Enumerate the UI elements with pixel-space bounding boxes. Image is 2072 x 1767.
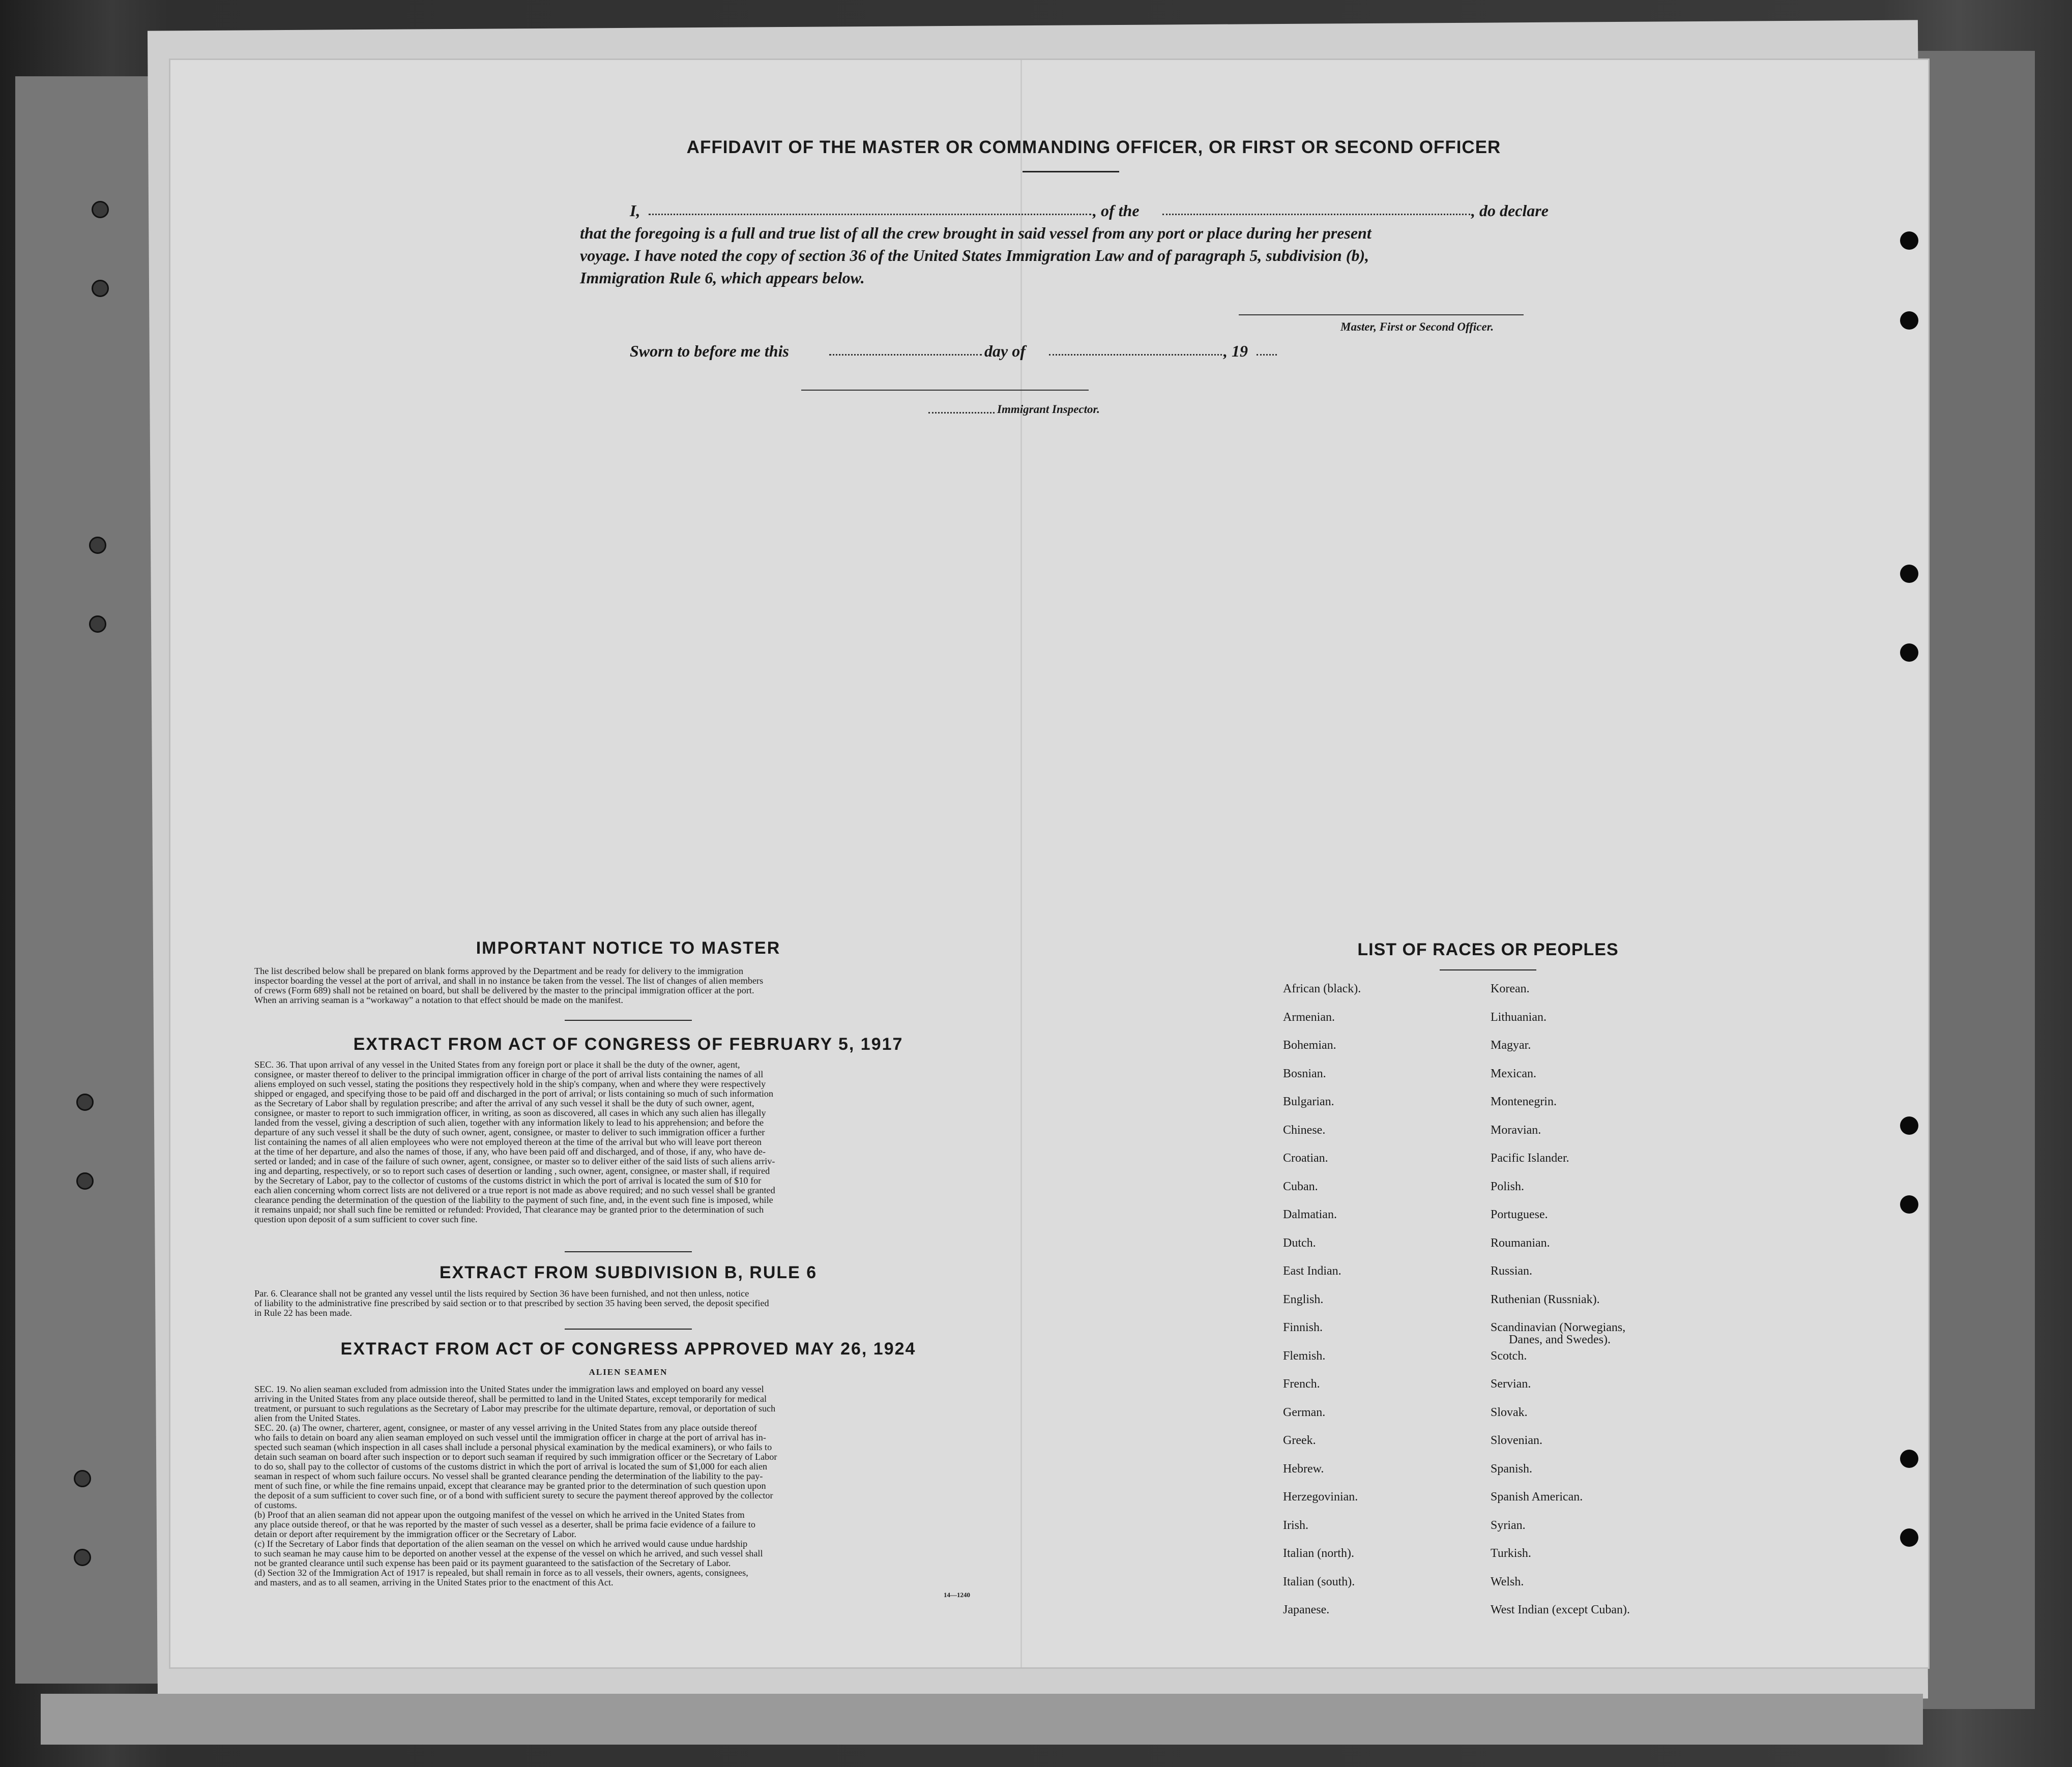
race-label: African (black). xyxy=(1283,982,1361,995)
race-item xyxy=(1491,1209,1630,1237)
text-line: at the time of her departure, and also the names of those, if any, who have been paid off and discharged, and of those, if any, who have de- xyxy=(254,1146,766,1157)
race-item xyxy=(1491,1491,1630,1519)
declarant-name-field[interactable] xyxy=(649,214,1091,215)
race-item xyxy=(1283,1491,1361,1519)
race-item xyxy=(1283,1293,1361,1322)
race-item xyxy=(1491,1124,1630,1153)
text-line: ment of such fine, or while the fine remains unpaid, except that clearance may be granted prior to the determination of such question upon xyxy=(254,1481,766,1491)
races-title: LIST OF RACES OR PEOPLES xyxy=(1357,940,1619,959)
race-item xyxy=(1491,1152,1630,1181)
inspector-caption: Immigrant Inspector. xyxy=(997,403,1100,416)
text-line: (b) Proof that an alien seaman did not appear upon the outgoing manifest of the vessel on which he arrived in the United States from xyxy=(254,1510,745,1520)
race-label: Slovak. xyxy=(1491,1405,1528,1419)
text-line: of crews (Form 689) shall not be retained on board, but shall be delivered by the master to the principal immigration officer at the port. xyxy=(254,985,754,995)
act-1917-title: EXTRACT FROM ACT OF CONGRESS OF FEBRUARY 5, 1917 xyxy=(353,1035,903,1054)
race-item xyxy=(1491,1096,1630,1124)
act-1924-subtitle: ALIEN SEAMEN xyxy=(589,1367,668,1377)
race-label: Herzegovinian. xyxy=(1283,1490,1358,1504)
punch-hole-icon xyxy=(74,1470,91,1487)
race-label: Pacific Islander. xyxy=(1491,1152,1569,1165)
master-signature-field[interactable] xyxy=(1239,314,1524,315)
race-item xyxy=(1491,1265,1630,1293)
text-line: inspector boarding the vessel at the port of arrival, and shall in no instance be taken from the vessel. The list of changes of alien members xyxy=(254,976,764,986)
text-line: consignee, or master to report to such immigration officer, in writing, as soon as discovered, all cases in which any such alien has illegally xyxy=(254,1108,766,1118)
text-line: who fails to detain on board any alien seaman employed on such vessel until the immigration officer in charge at the port of arrival has in- xyxy=(254,1432,766,1442)
race-item xyxy=(1283,1321,1361,1350)
race-label: Cuban. xyxy=(1283,1180,1318,1193)
race-label: Lithuanian. xyxy=(1491,1010,1546,1024)
race-label: Bohemian. xyxy=(1283,1039,1336,1052)
race-label: Korean. xyxy=(1491,982,1530,995)
text-line: consignee, or master thereof to deliver to the principal immigration officer in charge of the port of arrival lists containing the names of all xyxy=(254,1069,764,1079)
text-line: question upon deposit of a sum sufficient to cover such fine. xyxy=(254,1214,478,1224)
text-line: ing and departing, respectively, or so to report such cases of desertion or landing , such owner, agent, consignee, or master shall, if required xyxy=(254,1166,770,1176)
text-line: Par. 6. Clearance shall not be granted any vessel until the lists required by Section 36 have been furnished, and not then unless, notice xyxy=(254,1288,749,1299)
race-label: English. xyxy=(1283,1292,1324,1306)
punch-hole-icon xyxy=(92,280,109,297)
race-label: Moravian. xyxy=(1491,1123,1541,1137)
race-label: Scandinavian (Norwegians, xyxy=(1491,1321,1626,1334)
race-item xyxy=(1491,1039,1630,1068)
act-1924-title: EXTRACT FROM ACT OF CONGRESS APPROVED MAY 26, 1924 xyxy=(340,1339,916,1359)
race-label: Ruthenian (Russniak). xyxy=(1491,1292,1600,1306)
punch-hole-icon xyxy=(1900,311,1918,330)
act-1924-body xyxy=(254,1385,1010,1587)
sworn-day-field[interactable] xyxy=(829,354,982,356)
text-line: departure of any such vessel it shall be the duty of such owner, agent, consignee, or master to deliver to such immigration officer a further xyxy=(254,1127,765,1137)
race-item xyxy=(1491,1350,1630,1378)
punch-hole-icon xyxy=(76,1172,94,1190)
text-line: SEC. 36. That upon arrival of any vessel in the United States from any foreign port or place it shall be the duty of the owner, agent, xyxy=(254,1059,740,1070)
race-label: Roumanian. xyxy=(1491,1236,1550,1250)
text-line: The list described below shall be prepared on blank forms approved by the Department and be ready for delivery to the immigration xyxy=(254,966,744,976)
race-item xyxy=(1283,1152,1361,1181)
race-item xyxy=(1491,1519,1630,1548)
race-label: Croatian. xyxy=(1283,1152,1328,1165)
race-label: German. xyxy=(1283,1405,1326,1419)
race-label: Portuguese. xyxy=(1491,1208,1548,1221)
section-rule xyxy=(565,1020,692,1021)
text-line: aliens employed on such vessel, stating the positions they respectively hold in the ship's company, when and where they were respectively xyxy=(254,1079,766,1089)
race-item xyxy=(1283,1547,1361,1576)
text-line: each alien concerning whom correct lists are not delivered or a true report is not made as above required; and no such vessel shall be granted xyxy=(254,1185,775,1195)
race-item xyxy=(1283,1011,1361,1040)
notice-body xyxy=(254,966,1010,1005)
day-of-label: day of xyxy=(984,342,1026,360)
race-item xyxy=(1491,1547,1630,1576)
race-item xyxy=(1491,1237,1630,1265)
race-label: Irish. xyxy=(1283,1518,1308,1532)
punch-hole-icon xyxy=(1900,1450,1918,1468)
section-rule xyxy=(565,1329,692,1330)
race-label: Servian. xyxy=(1491,1377,1531,1391)
race-label: Spanish. xyxy=(1491,1462,1533,1476)
race-label: West Indian (except Cuban). xyxy=(1491,1603,1630,1616)
rule-6-body xyxy=(254,1289,1010,1318)
race-item xyxy=(1283,1039,1361,1068)
text-line: detain or deport after requirement by the immigration officer or the Secretary of Labor. xyxy=(254,1529,576,1539)
text-line: not be granted clearance until such expense has been paid or its payment guaranteed to the satisfaction of the Secretary of Labor. xyxy=(254,1558,731,1568)
punch-hole-icon xyxy=(92,201,109,218)
rule-6-title: EXTRACT FROM SUBDIVISION B, RULE 6 xyxy=(439,1263,818,1282)
race-label: Syrian. xyxy=(1491,1518,1526,1532)
inspector-dotted-lead xyxy=(928,412,995,414)
race-item xyxy=(1283,1096,1361,1124)
sworn-label: Sworn to before me this xyxy=(630,342,789,360)
center-fold xyxy=(1020,60,1022,1667)
text-line: SEC. 20. (a) The owner, charterer, agent, consignee, or master of any vessel arriving in the United States from any place outside thereof xyxy=(254,1423,757,1433)
year-label: , 19 xyxy=(1223,342,1248,360)
punch-hole-icon xyxy=(76,1094,94,1111)
sworn-month-field[interactable] xyxy=(1049,354,1222,356)
race-item xyxy=(1283,1068,1361,1096)
race-item xyxy=(1491,1604,1630,1632)
race-label: Montenegrin. xyxy=(1491,1095,1557,1108)
punch-hole-icon xyxy=(1900,1195,1918,1214)
races-title-rule xyxy=(1440,969,1536,970)
text-line: list containing the names of all alien employees who were not employed thereon at the time of the arrival but who will leave port thereon xyxy=(254,1137,762,1147)
text-line: landed from the vessel, giving a description of such alien, together with any information likely to lead to his apprehension; and before the xyxy=(254,1117,764,1128)
text-line: (c) If the Secretary of Labor finds that deportation of the alien seaman on the vessel on which he arrived would cause undue hardship xyxy=(254,1539,748,1549)
master-signature-caption: Master, First or Second Officer. xyxy=(1340,320,1494,333)
affidavit-body-line: that the foregoing is a full and true list of all the crew brought in said vessel from any port or place during her present xyxy=(580,224,1371,242)
text-line: to do so, shall pay to the collector of customs of the customs district in which the port of arrival is located the sum of $1,000 for each alien xyxy=(254,1461,768,1471)
text-line: When an arriving seaman is a “workaway” a notation to that effect should be made on the manifest. xyxy=(254,995,623,1005)
race-label: Dutch. xyxy=(1283,1236,1316,1250)
race-item xyxy=(1491,1321,1630,1350)
right-binding-edge xyxy=(1913,51,2035,1709)
text-line: by the Secretary of Labor, pay to the collector of customs of the customs district in which the port of arrival is located the sum of $10 for xyxy=(254,1175,762,1186)
text-line: alien from the United States. xyxy=(254,1413,361,1423)
text-line: of customs. xyxy=(254,1500,297,1510)
race-item xyxy=(1491,1406,1630,1435)
text-line: to such seaman he may cause him to be deported on another vessel at the expense of the vessel on which he arrived, and such vessel shall xyxy=(254,1548,763,1558)
race-item xyxy=(1491,1576,1630,1604)
race-label: Finnish. xyxy=(1283,1321,1323,1334)
sworn-year-field[interactable] xyxy=(1257,354,1277,356)
affidavit-title: AFFIDAVIT OF THE MASTER OR COMMANDING OFFICER, OR FIRST OR SECOND OFFICER xyxy=(686,137,1501,157)
race-item xyxy=(1491,1011,1630,1040)
inspector-signature-field[interactable] xyxy=(801,390,1089,391)
race-label: Dalmatian. xyxy=(1283,1208,1337,1221)
race-label: Mexican. xyxy=(1491,1067,1536,1080)
punch-hole-icon xyxy=(1900,565,1918,583)
text-line: it remains unpaid; nor shall such fine be remitted or refunded: Provided, That clearance may be granted prior to the determination of such xyxy=(254,1204,764,1215)
text-line: treatment, or pursuant to such regulations as the Secretary of Labor may prescribe for the ultimate departure, removal, or deportation of such xyxy=(254,1403,776,1413)
race-item xyxy=(1283,1519,1361,1548)
declare-label: , do declare xyxy=(1471,201,1549,220)
text-line: and masters, and as to all seamen, arriving in the United States prior to the enactment of this Act. xyxy=(254,1577,614,1587)
race-item xyxy=(1283,1181,1361,1209)
notice-title: IMPORTANT NOTICE TO MASTER xyxy=(476,938,781,958)
text-line: in Rule 22 has been made. xyxy=(254,1308,352,1318)
race-label: Polish. xyxy=(1491,1180,1525,1193)
race-label: Welsh. xyxy=(1491,1575,1524,1588)
act-1917-body xyxy=(254,1060,1010,1224)
race-item xyxy=(1283,1406,1361,1435)
race-label: Japanese. xyxy=(1283,1603,1330,1616)
race-item xyxy=(1283,1378,1361,1406)
race-label: Greek. xyxy=(1283,1434,1316,1447)
underlying-sheet-bottom xyxy=(41,1694,1923,1745)
text-line: spected such seaman (which inspection in all cases shall include a personal physical examination by the medical examiners), or who fails to xyxy=(254,1442,772,1452)
race-label: Armenian. xyxy=(1283,1010,1335,1024)
race-item xyxy=(1283,1124,1361,1153)
punch-hole-icon xyxy=(89,537,106,554)
race-item xyxy=(1283,1209,1361,1237)
punch-hole-icon xyxy=(89,615,106,633)
section-rule xyxy=(565,1251,692,1252)
race-item xyxy=(1491,1068,1630,1096)
text-line: as the Secretary of Labor shall by regulation prescribe; and after the arrival of any such vessel it shall be the duty of such owner, agent, xyxy=(254,1098,754,1108)
race-item xyxy=(1283,1237,1361,1265)
text-line: (d) Section 32 of the Immigration Act of 1917 is repealed, but shall remain in force as to all vessels, their owners, agents, consignees, xyxy=(254,1568,748,1578)
text-line: detain such seaman on board after such inspection or to deport such seaman if required by such immigration officer or the Secretary of Labor xyxy=(254,1452,777,1462)
race-label: Chinese. xyxy=(1283,1123,1326,1137)
text-line: shipped or engaged, and specifying those to be paid off and discharged in the port of arrival; or lists containing so much of such information xyxy=(254,1088,774,1099)
race-label: Slovenian. xyxy=(1491,1434,1542,1447)
text-line: SEC. 19. No alien seaman excluded from admission into the United States under the immigration laws and employed on board any vessel xyxy=(254,1384,764,1394)
punch-hole-icon xyxy=(1900,231,1918,250)
race-label: Spanish American. xyxy=(1491,1490,1583,1504)
race-label: Italian (north). xyxy=(1283,1547,1354,1560)
title-rule xyxy=(1023,171,1119,172)
affidavit-body-line: voyage. I have noted the copy of section 36 of the United States Immigration Law and of paragraph 5, subdivision (b), xyxy=(580,246,1369,264)
race-item xyxy=(1283,983,1361,1011)
text-line: clearance pending the determination of the question of the liability to the payment of such fine, and, in the event such fine is imposed, while xyxy=(254,1195,773,1205)
race-label: Scotch. xyxy=(1491,1349,1527,1363)
race-item xyxy=(1491,1463,1630,1491)
punch-hole-icon xyxy=(1900,643,1918,662)
text-line: of liability to the administrative fine prescribed by said section or to that prescribed by section 35 having been served, the deposit specified xyxy=(254,1298,769,1308)
vessel-name-field[interactable] xyxy=(1162,214,1470,215)
text-line: the deposit of a sum sufficient to cover such fine, or of a bond with sufficient surety to secure the payment thereof approved by the collector xyxy=(254,1490,773,1500)
punch-hole-icon xyxy=(1900,1116,1918,1135)
race-item xyxy=(1283,1434,1361,1463)
race-item xyxy=(1283,1576,1361,1604)
punch-hole-icon xyxy=(74,1549,91,1566)
form-number: 14—1240 xyxy=(944,1591,970,1599)
race-label: Turkish. xyxy=(1491,1547,1531,1560)
race-label-continued: Danes, and Swedes). xyxy=(1509,1333,1611,1346)
races-left-column xyxy=(1283,983,1361,1632)
text-line: arriving in the United States from any place outside thereof, shall be permitted to land in the United States, except temporarily for medical xyxy=(254,1394,767,1404)
race-item xyxy=(1491,1378,1630,1406)
race-label: Flemish. xyxy=(1283,1349,1326,1363)
race-item xyxy=(1491,1293,1630,1322)
affidavit-body-line: Immigration Rule 6, which appears below. xyxy=(580,269,865,287)
race-item xyxy=(1283,1463,1361,1491)
race-label: French. xyxy=(1283,1377,1320,1391)
punch-hole-icon xyxy=(1900,1528,1918,1547)
race-item xyxy=(1491,1181,1630,1209)
text-line: any place outside thereof, or that he was reported by the master of such vessel as a deserter, shall be prima facie evidence of a failure to xyxy=(254,1519,756,1529)
vessel-label: , of the xyxy=(1093,201,1140,220)
race-label: Bosnian. xyxy=(1283,1067,1326,1080)
race-item xyxy=(1283,1604,1361,1632)
races-right-column xyxy=(1491,983,1630,1632)
text-line: serted or landed; and in case of the failure of such owner, agent, consignee, or master so to deliver either of the said lists of such aliens arriv- xyxy=(254,1156,775,1166)
race-label: Magyar. xyxy=(1491,1039,1531,1052)
text-line: seaman in respect of whom such failure occurs. No vessel shall be granted clearance pending the determination of the liability to the pay- xyxy=(254,1471,763,1481)
race-item xyxy=(1283,1350,1361,1378)
race-item xyxy=(1491,1434,1630,1463)
race-label: Russian. xyxy=(1491,1264,1533,1278)
race-item xyxy=(1491,983,1630,1011)
declarant-label: I, xyxy=(630,201,640,220)
race-label: Bulgarian. xyxy=(1283,1095,1334,1108)
race-label: Italian (south). xyxy=(1283,1575,1355,1588)
race-label: Hebrew. xyxy=(1283,1462,1324,1476)
race-item xyxy=(1283,1265,1361,1293)
race-label: East Indian. xyxy=(1283,1264,1341,1278)
